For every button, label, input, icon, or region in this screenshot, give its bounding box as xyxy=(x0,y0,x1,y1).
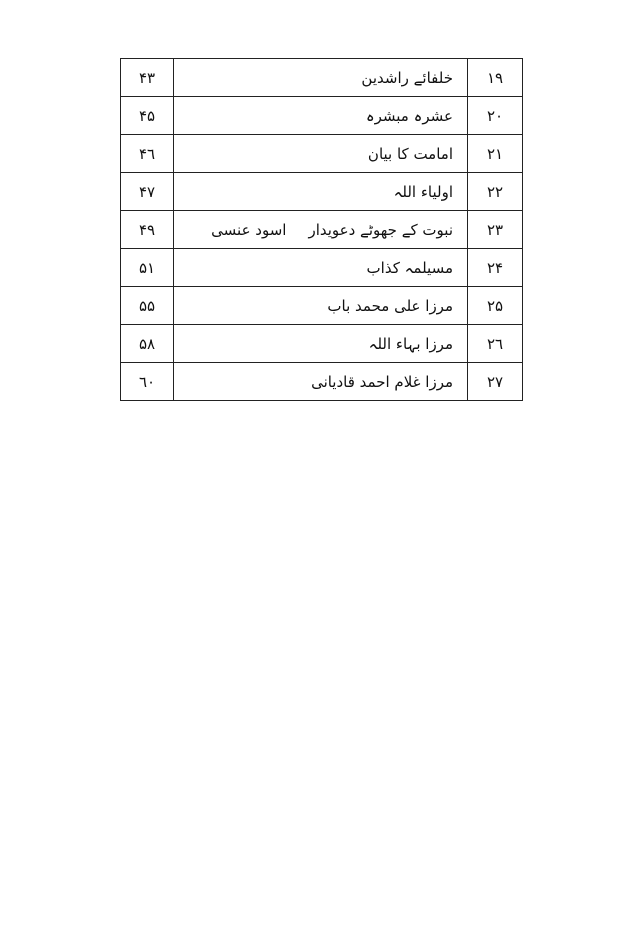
entry-title-cell xyxy=(174,363,468,401)
entry-page-number: ۴٦ xyxy=(121,135,174,173)
entry-title-cell xyxy=(174,287,468,325)
table-row xyxy=(121,173,523,211)
table-row xyxy=(121,135,523,173)
table-row xyxy=(121,363,523,401)
entry-title: خلفائے راشدین xyxy=(361,68,453,87)
entry-number: ١٩ xyxy=(468,59,523,97)
entry-title-cell xyxy=(174,211,468,249)
entry-number: ٢۴ xyxy=(468,249,523,287)
entry-page-number: ۵۵ xyxy=(121,287,174,325)
toc-body xyxy=(121,59,523,401)
entry-title-cell xyxy=(174,97,468,135)
table-row xyxy=(121,97,523,135)
entry-title: مرزا بہاء اللہ xyxy=(368,334,453,353)
table-row xyxy=(121,287,523,325)
entry-title-cell xyxy=(174,325,468,363)
table-row xyxy=(121,59,523,97)
table-row xyxy=(121,211,523,249)
table-row xyxy=(121,325,523,363)
entry-title: مرزا علی محمد باب xyxy=(327,296,453,315)
entry-page-number: ۴۳ xyxy=(121,59,174,97)
entry-number: ٢۵ xyxy=(468,287,523,325)
entry-title: نبوت کے جھوٹے دعویدار xyxy=(308,220,453,239)
entry-page-number: ۴٩ xyxy=(121,211,174,249)
entry-page-number: ۵١ xyxy=(121,249,174,287)
entry-title: مسیلمہ کذاب xyxy=(366,258,453,277)
entry-title: امامت کا بیان xyxy=(367,144,453,163)
entry-title: عشرہ مبشرہ xyxy=(365,106,453,125)
entry-title-cell xyxy=(174,173,468,211)
entry-title-extra: اسود عنسی xyxy=(211,220,287,239)
entry-title: مرزا غلام احمد قادیانی xyxy=(311,372,453,391)
entry-number: ٢١ xyxy=(468,135,523,173)
entry-number: ٢٦ xyxy=(468,325,523,363)
entry-number: ٢٣ xyxy=(468,211,523,249)
entry-title-cell xyxy=(174,135,468,173)
entry-page-number: ٦٠ xyxy=(121,363,174,401)
entry-title-cell xyxy=(174,249,468,287)
entry-number: ٢٠ xyxy=(468,97,523,135)
entry-title: اولیاء اللہ xyxy=(393,182,453,201)
entry-title-cell xyxy=(174,59,468,97)
entry-number: ٢۷ xyxy=(468,363,523,401)
table-of-contents xyxy=(120,58,523,401)
entry-number: ٢٢ xyxy=(468,173,523,211)
entry-page-number: ۴۵ xyxy=(121,97,174,135)
entry-page-number: ۵٨ xyxy=(121,325,174,363)
table-row xyxy=(121,249,523,287)
entry-page-number: ۴۷ xyxy=(121,173,174,211)
